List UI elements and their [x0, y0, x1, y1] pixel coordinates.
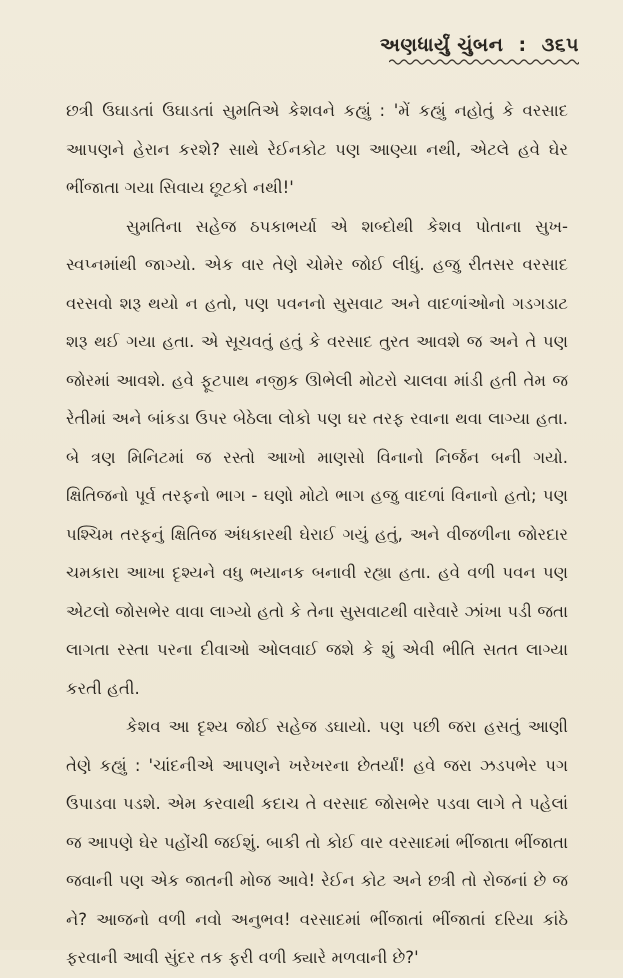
header-wavy-rule — [389, 58, 579, 66]
paragraph-1: છત્રી ઉઘાડતાં ઉઘાડતાં સુમતિએ કેશવને કહ્યું : 'મેં કહ્યું નહોતું કે વરસાદ આપણને હેરાન કરશે? સાથે રેઈનકોટ પણ આણ્યા નથી, એટલે હવે ઘેર ભીંજાતા ગયા સિવાય છૂટકો નથી!' — [66, 101, 568, 197]
header-separator: : — [518, 34, 527, 56]
running-header — [380, 34, 579, 66]
page-body — [66, 92, 568, 978]
header-line — [380, 34, 579, 56]
chapter-title: અણધાર્યું ચુંબન — [379, 34, 504, 56]
page-number: ૩૬૫ — [541, 34, 579, 56]
paragraph-2: સુમતિના સહેજ ઠપકાભર્યા એ શબ્દોથી કેશવ પોતાના સુખ-સ્વપ્નમાંથી જાગ્યો. એક વાર તેણે ચોમેર જોઈ લીધું. હજુ રીતસર વરસાદ વરસવો શરૂ થયો ન હતો, પણ પવનનો સુસવાટ અને વાદળાંઓનો ગડગડાટ શરૂ થઈ ગયા હતા. એ સૂચવતું હતું કે વરસાદ તુરત આવશે જ અને તે પણ જોરમાં આવશે. હવે ફૂટપાથ નજીક ઊભેલી મોટરો ચાલવા માંડી હતી તેમ જ રેતીમાં અને બાંકડા ઉપર બેઠેલા લોકો પણ ઘર તરફ રવાના થવા લાગ્યા હતા. બે ત્રણ મિનિટમાં જ રસ્તો આખો માણસો વિનાનો નિર્જન બની ગયો. ક્ષિતિજનો પૂર્વ તરફનો ભાગ - ઘણો મોટો ભાગ હજુ વાદળાં વિનાનો હતો; પણ પશ્ચિમ તરફનું ક્ષિતિજ અંધકારથી ઘેરાઈ ગયું હતું, અને વીજળીના જોરદાર ચમકારા આખા દૃશ્યને વધુ ભયાનક બનાવી રહ્યા હતા. હવે વળી પવન પણ એટલો જોસભેર વાવા લાગ્યો હતો કે તેના સુસવાટથી વારેવારે ઝાંખા પડી જતા લાગતા રસ્તા પરના દીવાઓ ઓલવાઈ જશે કે શું એવી ભીતિ સતત લાગ્યા કરતી હતી. — [66, 216, 568, 698]
paragraph-3: કેશવ આ દૃશ્ય જોઈ સહેજ ડઘાયો. પણ પછી જરા હસતું આણી તેણે કહ્યું : 'ચાંદનીએ આપણને ખરેખરના છેતર્યાં! હવે જરા ઝડપભેર પગ ઉપાડવા પડશે. એમ કરવાથી કદાચ તે વરસાદ જોસભેર પડવા લાગે તે પહેલાં જ આપણે ઘેર પહોંચી જઈશું. બાકી તો કોઈ વાર વરસાદમાં ભીંજાતા ભીંજાતા જવાની પણ એક જાતની મોજ આવે! રેઈન કોટ અને છત્રી તો રોજનાં છે જ ને? આજનો વળી નવો અનુભવ! વરસાદમાં ભીંજાતાં ભીંજાતાં દરિયા કાંઠે ફરવાની આવી સુંદર તક ફરી વળી ક્યારે મળવાની છે?' — [66, 717, 568, 967]
